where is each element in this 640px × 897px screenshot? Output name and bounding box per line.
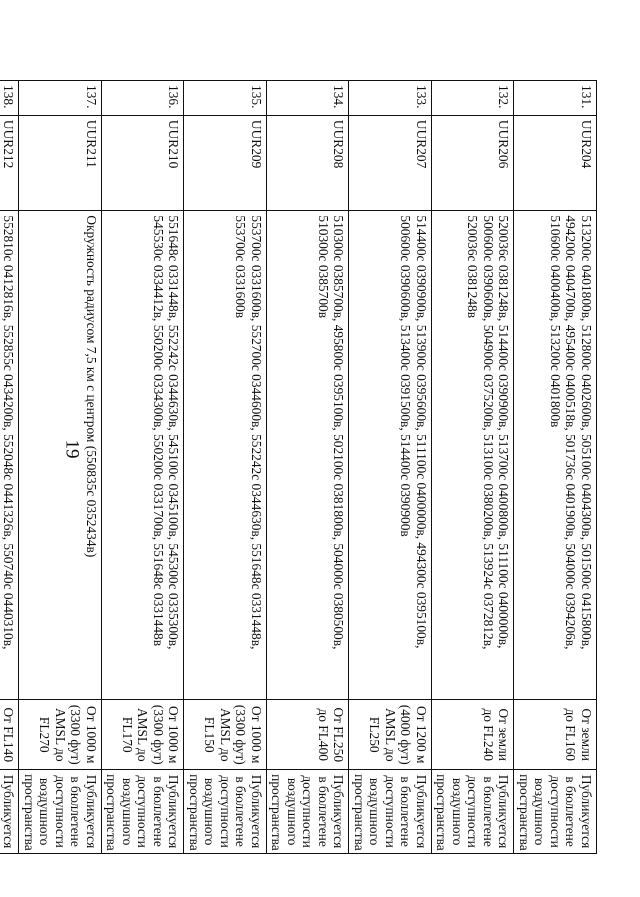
row-number: 138. bbox=[0, 81, 19, 116]
airspace-table bbox=[0, 80, 597, 854]
coordinates-cell: 553700с 0331600в, 552700с 0344600в, 552242с 0344630в, 551648с 0331448в, 553700с 0331600в bbox=[184, 211, 267, 700]
publication-status: Публикуется в бюллетене доступности воздушного пространства bbox=[102, 770, 185, 854]
altitude-limits: От 1000 м (3300 фут) AMSL до FL270 bbox=[19, 700, 102, 770]
table-row bbox=[0, 81, 19, 854]
table-row bbox=[267, 81, 350, 854]
row-number: 135. bbox=[184, 81, 267, 116]
publication-status: Публикуется в бюллетене доступности воздушного пространства bbox=[349, 770, 432, 854]
coordinates-cell: 552810с 0412816в, 552855с 0434200в, 552048с 0441326в, 550740с 0440310в, bbox=[0, 211, 19, 700]
altitude-limits: От 1200 м (4000 фут) AMSL до FL250 bbox=[349, 700, 432, 770]
zone-code: UUR212 bbox=[0, 115, 19, 210]
table-row bbox=[432, 81, 515, 854]
publication-status: Публикуется в бюллетене доступности воздушного пространства bbox=[514, 770, 597, 854]
publication-status: Публикуется в бюллетене доступности воздушного пространства bbox=[184, 770, 267, 854]
zone-code: UUR207 bbox=[349, 115, 432, 210]
table-row bbox=[19, 81, 102, 854]
altitude-limits: От FL250 до FL400 bbox=[267, 700, 350, 770]
zone-code: UUR209 bbox=[184, 115, 267, 210]
table-row bbox=[102, 81, 185, 854]
coordinates-cell: 513200с 0401800в, 512800с 0402600в, 505100с 0404300в, 501500с 0415800в, 494200с 0404700в, 495400с 0400518в, 501736с 0401900в, 504000с 0394206в, 510600с 0400400в, 513200с 0401800в bbox=[514, 211, 597, 700]
rotated-table-wrapper bbox=[1, 80, 597, 854]
table-row bbox=[514, 81, 597, 854]
row-number: 131. bbox=[514, 81, 597, 116]
zone-code: UUR211 bbox=[19, 115, 102, 210]
zone-code: UUR208 bbox=[267, 115, 350, 210]
altitude-limits: От 1000 м (3300 фут) AMSL до FL170 bbox=[102, 700, 185, 770]
row-number: 133. bbox=[349, 81, 432, 116]
altitude-limits: От земли до FL240 bbox=[432, 700, 515, 770]
table-row bbox=[184, 81, 267, 854]
coordinates-cell: 514400с 0390900в, 513900с 0395600в, 511100с 0400000в, 494300с 0395100в, 500600с 0390600в, 513400с 0391500в, 514400с 0390900в bbox=[349, 211, 432, 700]
publication-status: Публикуется в бюллетене доступности воздушного пространства bbox=[267, 770, 350, 854]
altitude-limits: От земли до FL160 bbox=[514, 700, 597, 770]
altitude-limits: От FL140 bbox=[0, 700, 19, 770]
publication-status: Публикуется bbox=[0, 770, 19, 854]
coordinates-cell: Окружность радиусом 7,5 км с центром (550835с 0352434в) bbox=[19, 211, 102, 700]
page-number: 19 bbox=[61, 439, 83, 459]
publication-status: Публикуется в бюллетене доступности воздушного пространства bbox=[432, 770, 515, 854]
row-number: 136. bbox=[102, 81, 185, 116]
coordinates-cell: 510300с 0385700в, 495800с 0395100в, 502100с 0381800в, 504000с 0380500в, 510300с 0385700в bbox=[267, 211, 350, 700]
coordinates-cell: 551648с 0331448в, 552242с 0344630в, 545100с 0345100в, 545300с 0335300в, 545530с 0334412в, 550200с 0334300в, 550200с 0331700в, 551648с 0331448в bbox=[102, 211, 185, 700]
coordinates-cell: 520036с 0381248в, 514400с 0390900в, 513700с 0400800в, 511100с 0400000в, 500600с 0390600в, 504900с 0375200в, 513100с 0380200в, 513924с 0372812в, 520036с 0381248в bbox=[432, 211, 515, 700]
table-row bbox=[349, 81, 432, 854]
zone-code: UUR204 bbox=[514, 115, 597, 210]
zone-code: UUR206 bbox=[432, 115, 515, 210]
altitude-limits: От 1000 м (3300 фут) AMSL до FL150 bbox=[184, 700, 267, 770]
row-number: 137. bbox=[19, 81, 102, 116]
row-number: 132. bbox=[432, 81, 515, 116]
row-number: 134. bbox=[267, 81, 350, 116]
zone-code: UUR210 bbox=[102, 115, 185, 210]
publication-status: Публикуется в бюллетене доступности воздушного пространства bbox=[19, 770, 102, 854]
